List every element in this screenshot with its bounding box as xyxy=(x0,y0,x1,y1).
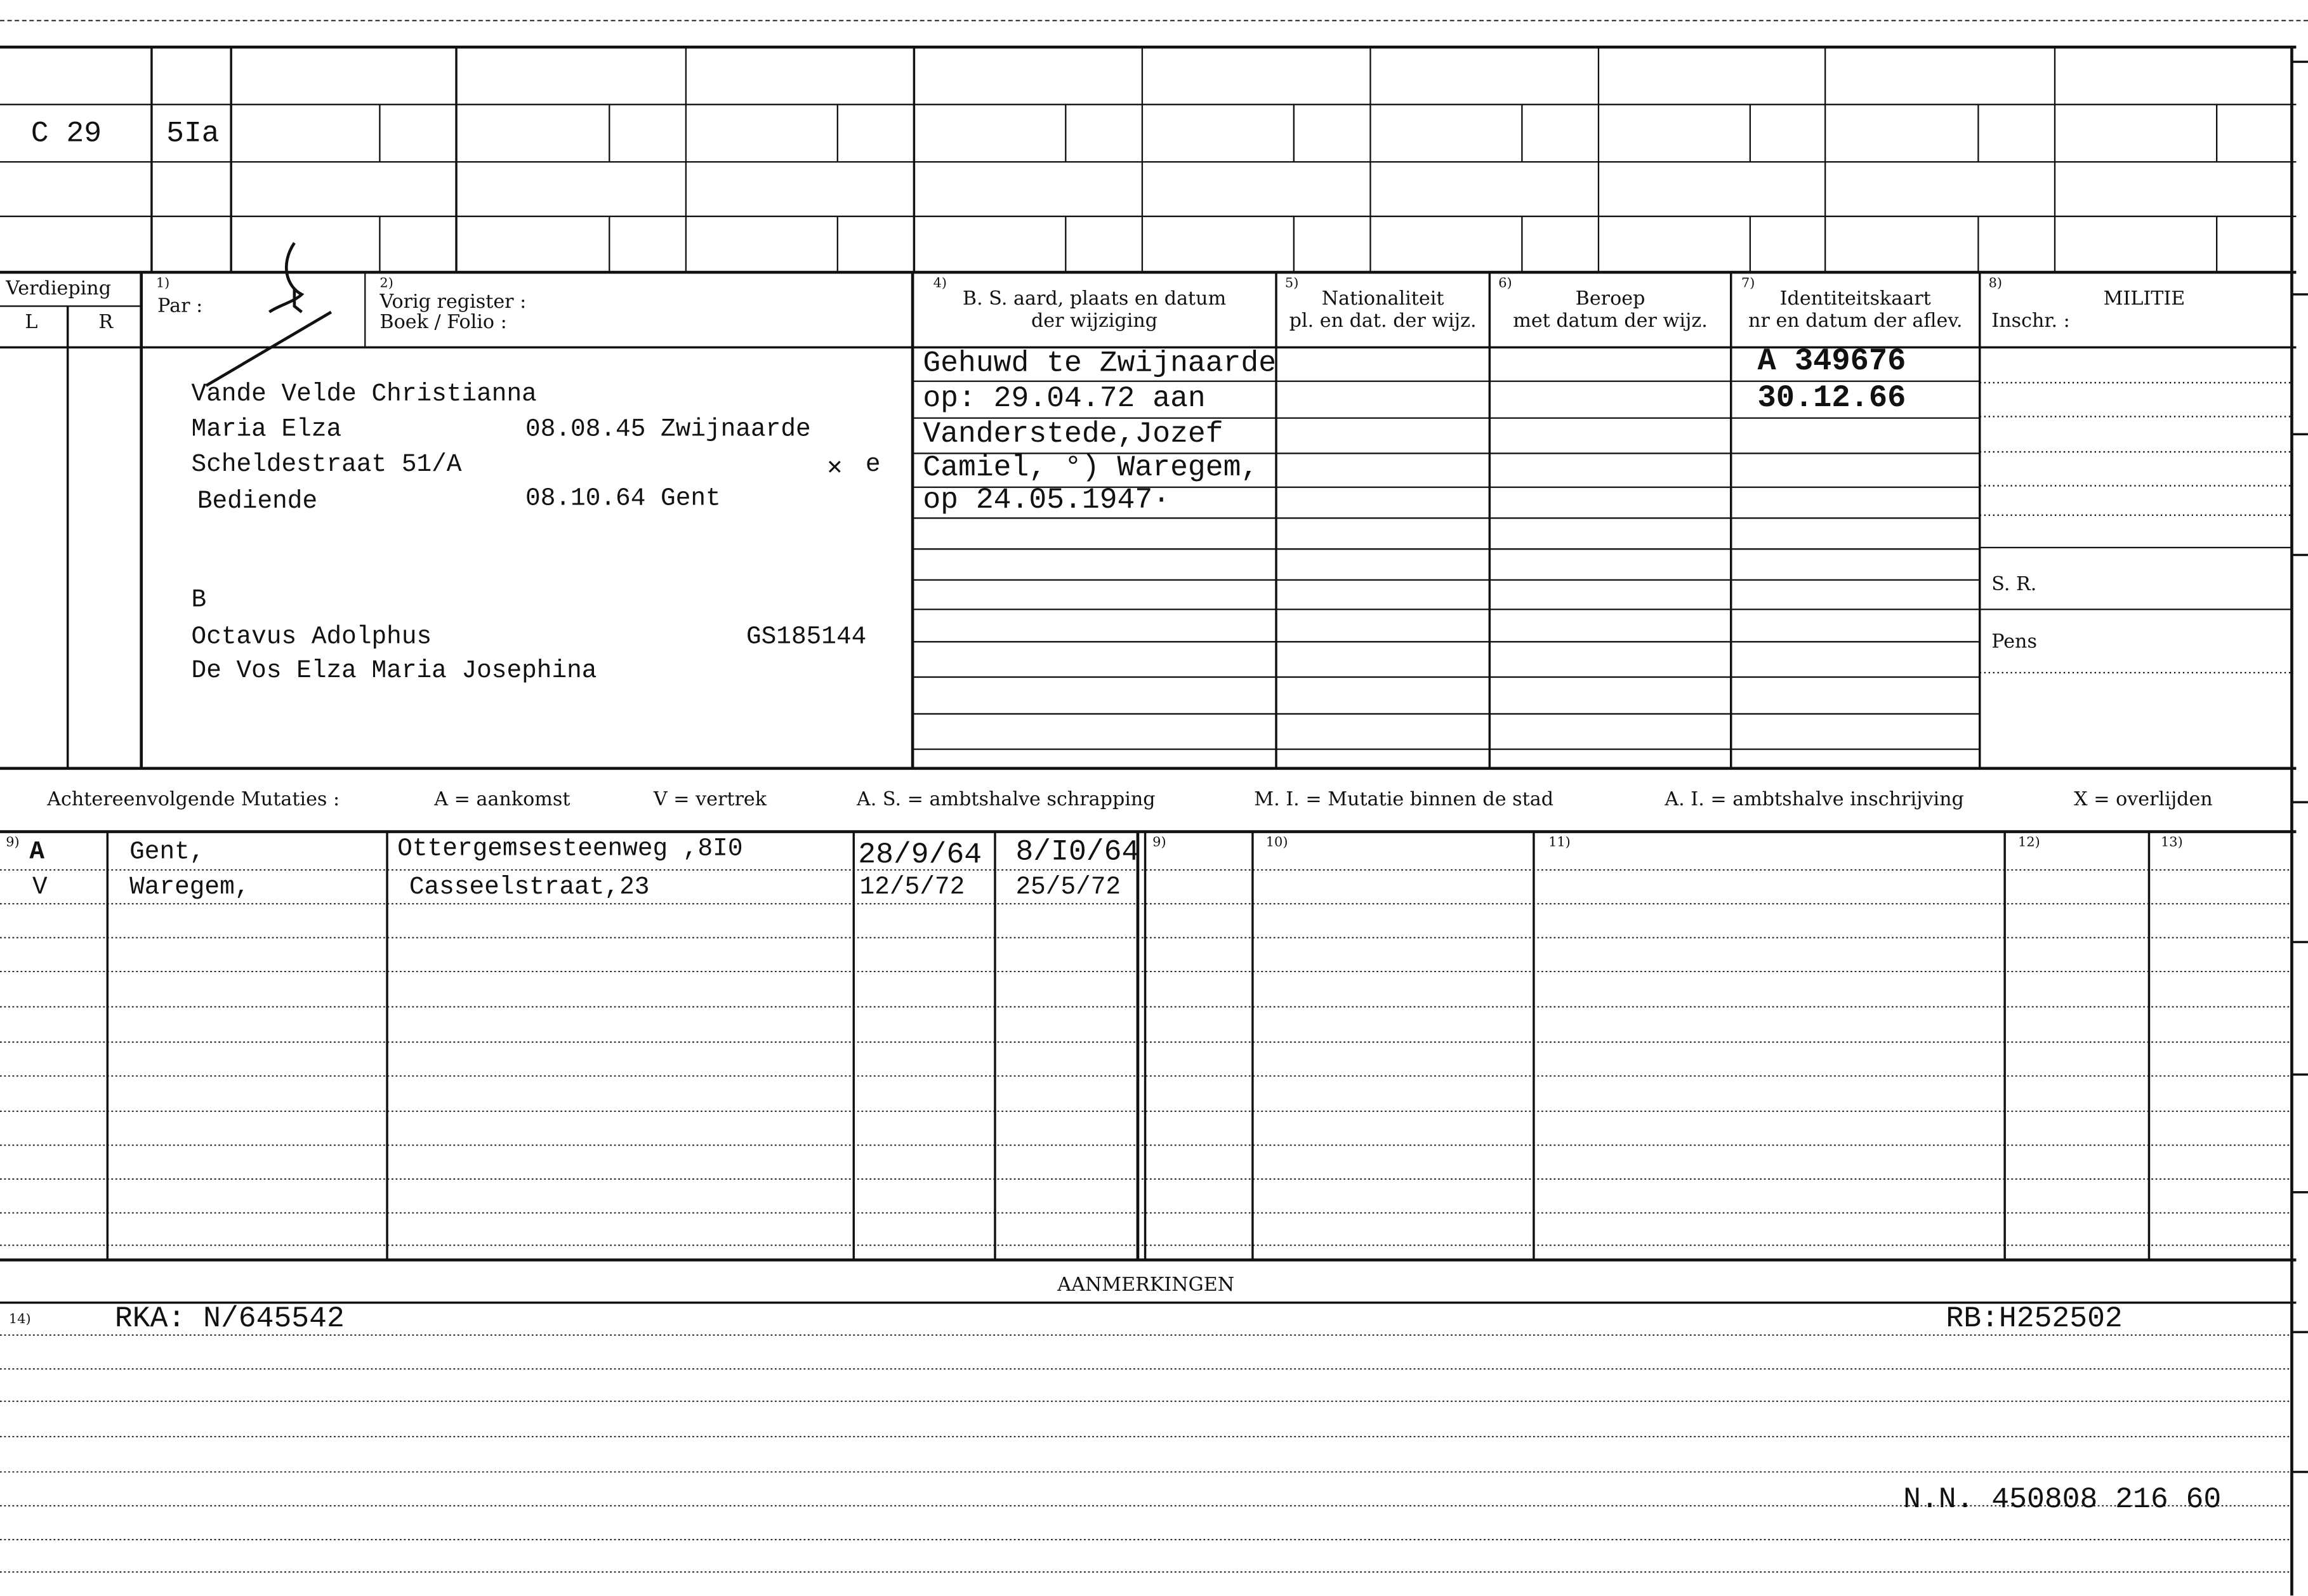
mutation-col-9b: 9) xyxy=(1152,836,1166,851)
col-2-number: 2) xyxy=(379,277,393,292)
parent-label: B xyxy=(191,587,207,616)
col-6-number: 6) xyxy=(1498,277,1512,292)
person-name: Vande Velde Christianna xyxy=(191,381,537,409)
remarks-col-14: 14) xyxy=(8,1312,31,1328)
vorig-register-label: Vorig register : xyxy=(379,291,527,314)
card-code: C 29 xyxy=(30,117,102,152)
col-5-number: 5) xyxy=(1284,277,1299,292)
remarks-national-number: N.N. 450808 216 60 xyxy=(1903,1484,2222,1518)
person-sex: e xyxy=(865,452,881,480)
mutation-date-in: 28/9/64 xyxy=(858,839,982,873)
l-label: L xyxy=(25,312,38,334)
mutation-date-in: 12/5/72 xyxy=(859,874,965,902)
nationaliteit-header-line2: pl. en dat. der wijz. xyxy=(1289,310,1477,333)
boek-folio-label: Boek / Folio : xyxy=(379,312,507,334)
col-8-number: 8) xyxy=(1988,277,2003,292)
legend-as: A. S. = ambtshalve schrapping xyxy=(856,789,1156,812)
nationaliteit-header-line1: Nationaliteit xyxy=(1321,288,1444,311)
remarks-title: AANMERKINGEN xyxy=(1057,1274,1235,1297)
person-occupation-date: 08.10.64 Gent xyxy=(525,485,721,514)
legend-a: A = aankomst xyxy=(434,789,570,812)
mutation-type: A xyxy=(29,839,45,867)
legend-ai: A. I. = ambtshalve inschrijving xyxy=(1665,789,1964,812)
legend-title: Achtereenvolgende Mutaties : xyxy=(47,789,340,812)
person-sex-mark: ✕ xyxy=(827,454,843,483)
beroep-header-line1: Beroep xyxy=(1575,288,1645,311)
mutation-type: V xyxy=(32,874,48,902)
par-label: Par : xyxy=(157,296,203,319)
card-number: 5Ia xyxy=(166,117,220,152)
remarks-rb: RB:H252502 xyxy=(1946,1302,2123,1337)
bs-header-line1: B. S. aard, plaats en datum xyxy=(962,288,1227,311)
person-occupation: Bediende xyxy=(197,489,318,517)
mutation-date-registered: 8/I0/64 xyxy=(1015,836,1140,870)
legend-mi: M. I. = Mutatie binnen de stad xyxy=(1254,789,1554,812)
mutation-city: Waregem, xyxy=(129,874,250,902)
mother-name: De Vos Elza Maria Josephina xyxy=(191,657,597,686)
r-label: R xyxy=(98,312,114,334)
person-street: Scheldestraat 51/A xyxy=(191,452,462,480)
civil-status-line: op: 29.04.72 aan xyxy=(923,383,1206,417)
civil-status-line: Camiel, °) Waregem, xyxy=(923,452,1259,486)
identity-card-date: 30.12.66 xyxy=(1757,383,1906,417)
col-7-number: 7) xyxy=(1741,277,1755,292)
mutation-address: Casseelstraat,23 xyxy=(409,874,650,902)
col-1-number: 1) xyxy=(155,277,170,292)
mutation-address: Ottergemsesteenweg ,8I0 xyxy=(397,836,743,864)
person-birth: 08.08.45 Zwijnaarde xyxy=(525,416,811,445)
remarks-rka: RKA: N/645542 xyxy=(114,1302,345,1337)
civil-status-line: Vanderstede,Jozef xyxy=(923,418,1223,452)
identiteitskaart-header-line2: nr en datum der aflev. xyxy=(1748,310,1963,333)
mutation-col-10: 10) xyxy=(1265,836,1288,851)
inschr-label: Inschr. : xyxy=(1991,310,2070,333)
person-given-names: Maria Elza xyxy=(191,416,342,445)
beroep-header-line2: met datum der wijz. xyxy=(1513,310,1708,333)
mutation-col-13: 13) xyxy=(2161,836,2183,851)
identity-card-number: A 349676 xyxy=(1757,346,1906,380)
bs-header-line2: der wijziging xyxy=(1031,310,1158,333)
civil-status-line: op 24.05.1947· xyxy=(923,484,1171,518)
identiteitskaart-header-line1: Identiteitskaart xyxy=(1779,288,1931,311)
legend-x: X = overlijden xyxy=(2074,789,2213,812)
mutation-col-11: 11) xyxy=(1548,836,1571,851)
legend-v: V = vertrek xyxy=(653,789,767,812)
verdieping-label: Verdieping xyxy=(6,278,112,301)
mutation-col-12: 12) xyxy=(2018,836,2040,851)
civil-status-line: Gehuwd te Zwijnaarde xyxy=(923,347,1277,381)
pens-label: Pens xyxy=(1991,631,2037,654)
militie-label: MILITIE xyxy=(2103,288,2186,311)
father-name: Octavus Adolphus xyxy=(191,624,432,652)
reference-number: GS185144 xyxy=(746,624,867,652)
sr-label: S. R. xyxy=(1991,574,2037,597)
mutation-date-registered: 25/5/72 xyxy=(1015,874,1121,902)
col-4-number: 4) xyxy=(933,277,947,292)
mutation-city: Gent, xyxy=(129,839,205,867)
mutation-col-9: 9) xyxy=(6,836,20,851)
